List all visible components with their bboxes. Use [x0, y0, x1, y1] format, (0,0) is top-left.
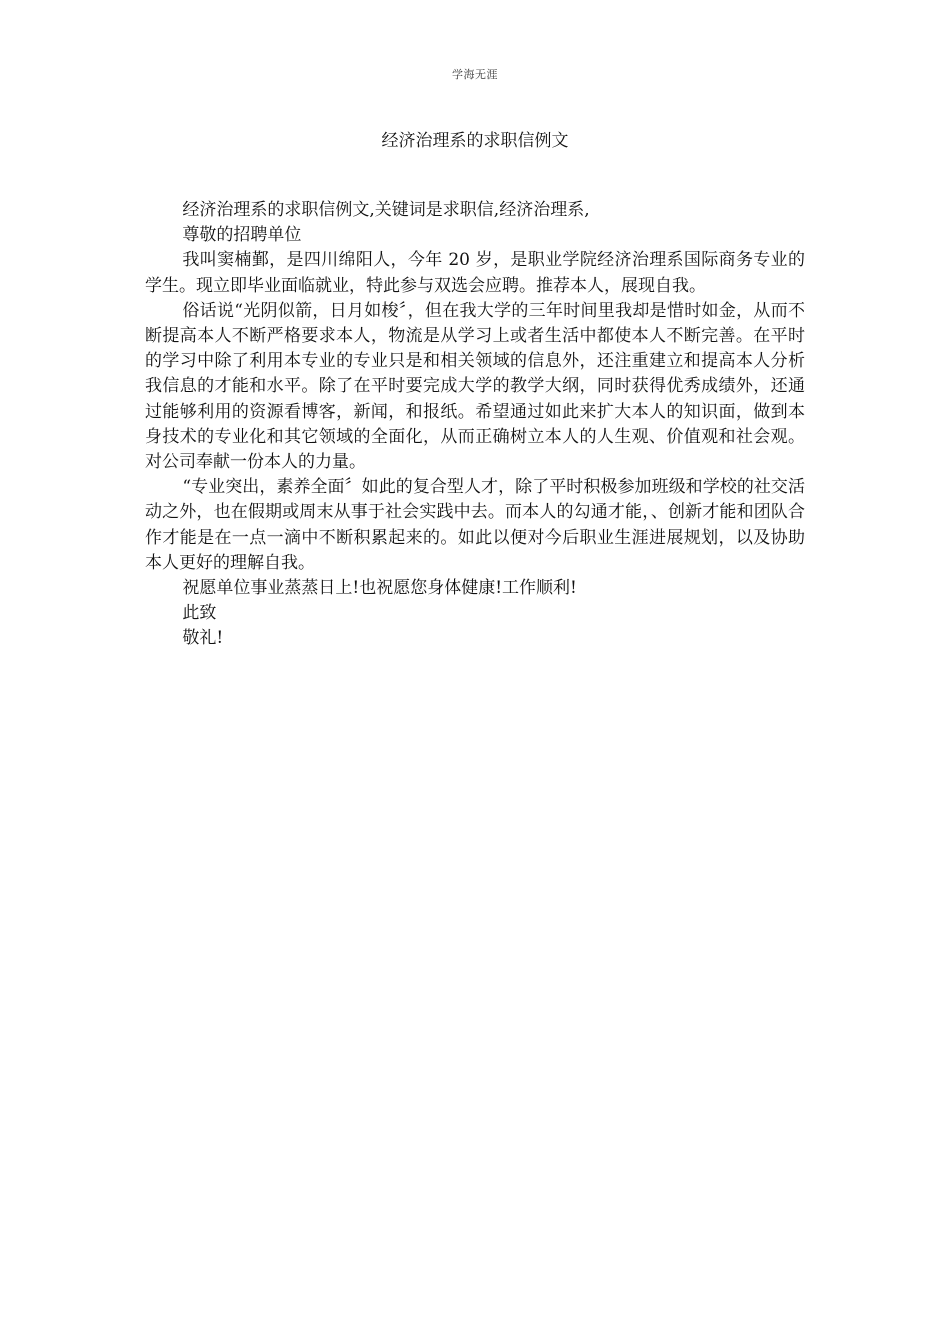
body-paragraph-skills: “专业突出，素养全面〞如此的复合型人才，除了平时积极参加班级和学校的社交活动之外，也在假期或周末从事于社会实践中去。而本人的勾通才能，、创新才能和团队合作才能是在一点一滴中不断积累起来的。如此以便对今后职业生涯进展规划，以及协助本人更好的理解自我。: [145, 477, 805, 573]
closing-jingli: 敬礼!: [182, 628, 224, 649]
body-paragraph-intro: 我叫窦楠鄞，是四川绵阳人，今年 20 岁，是职业学院经济治理系国际商务专业的学生。现立即毕业面临就业，特此参与双选会应聘。推荐本人，展现自我。: [145, 250, 805, 296]
salutation: 尊敬的招聘单位: [182, 225, 302, 246]
keywords-line: 经济治理系的求职信例文,关键词是求职信,经济治理系,: [182, 200, 590, 220]
document-title: 经济治理系的求职信例文: [381, 131, 569, 151]
document-body: [145, 198, 805, 652]
closing-cizhi: 此致: [182, 603, 217, 624]
page-header: 学海无涯: [452, 68, 498, 81]
body-paragraph-study: 俗话说“光阴似箭，日月如梭〞，但在我大学的三年时间里我却是惜时如金，从而不断提高本人不断严格要求本人，物流是从学习上或者生活中都使本人不断完善。在平时的学习中除了利用本专业的专业只是和相关领域的信息外，还注重建立和提高本人分析我信息的才能和水平。除了在平时要完成大学的教学大纲，同时获得优秀成绩外，还通过能够利用的资源看博客，新闻，和报纸。希望通过如此来扩大本人的知识面，做到本身技术的专业化和其它领域的全面化，从而正确树立本人的人生观、价值观和社会观。对公司奉献一份本人的力量。: [145, 300, 805, 473]
closing-wishes: 祝愿单位事业蒸蒸日上!也祝愿您身体健康!工作顺利!: [182, 578, 577, 599]
